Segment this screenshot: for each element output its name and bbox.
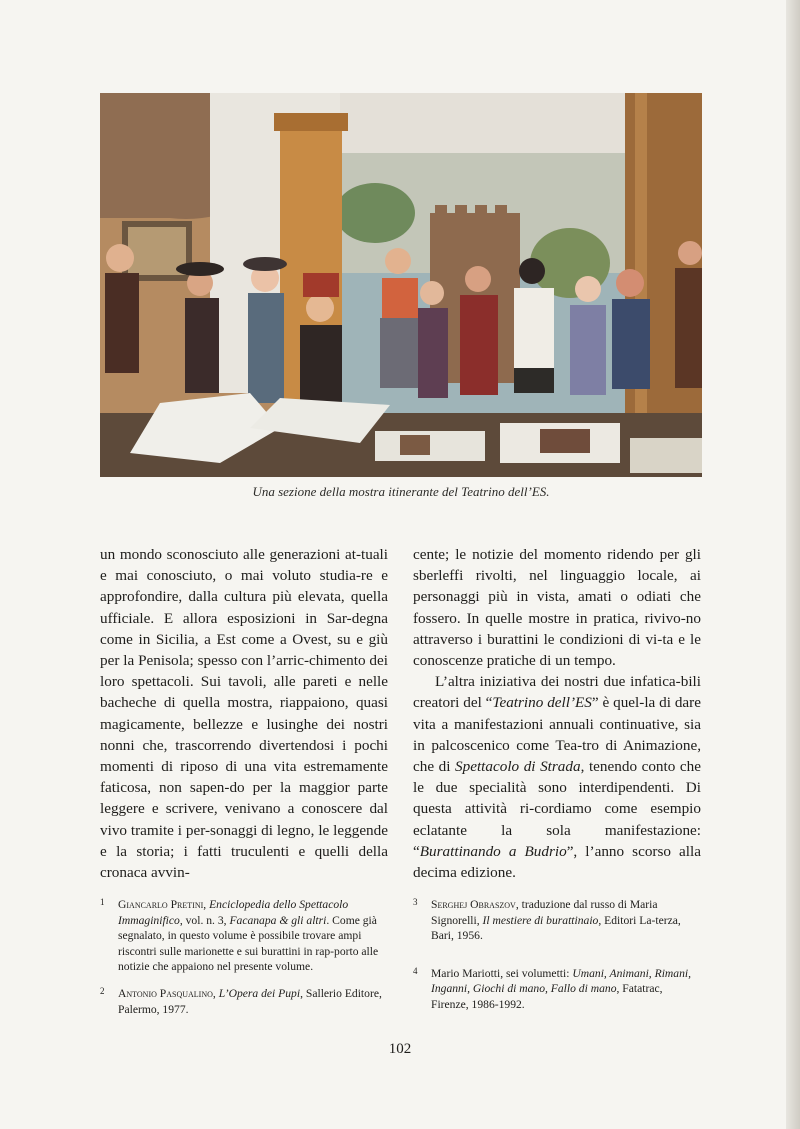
footnote-number: 1 [100, 897, 105, 907]
footnote-subtitle: Facanapa & gli altri [229, 913, 327, 927]
footnote-number: 3 [413, 897, 418, 907]
footnote-title: Umani, Animani, Rimani, Inganni, Giochi di mano, Fallo di mano [431, 966, 691, 996]
footnote-text: , Editori La-terza, Bari, 1956. [431, 913, 681, 943]
footnote-number: 4 [413, 965, 418, 976]
footnote-title: Il mestiere di burattinaio [482, 913, 599, 927]
footnote-author: Giancarlo Pretini [118, 898, 204, 911]
emphasis: Teatrino dell’ES [492, 694, 592, 712]
footnote-text: , traduzione dal russo di Maria Signorelli, [431, 898, 658, 927]
text-run: L’altra iniziativa dei nostri due infatica-bili creatori del “ [413, 673, 701, 712]
emphasis: Spettacolo di Strada [455, 758, 581, 776]
page-number: 102 [388, 1041, 412, 1057]
footnote-1: 1 Giancarlo Pretini, Enciclopedia dello Spettacolo Immaginifico, vol. n. 3, Facanapa & gli altri. Come già segnalato, in questo volume è possibile trovare ampi riscontri sulle marionette e sui burattini in rap-porto alle notizie che appaiono nel presente volume. [100, 897, 379, 974]
footnotes-left [100, 897, 390, 1028]
footnote-text: . Come già segnalato, in questo volume è possibile trovare ampi riscontri sulle marionette e sui burattini in rap-porto alle notizie che appaiono nel presente volume. [118, 913, 379, 974]
footnote-title: Enciclopedia dello Spettacolo Immaginifico [118, 898, 349, 927]
footnote-4 [413, 966, 703, 1013]
paragraph: cente; le notizie del momento ridendo per gli sberleffi rivolti, nel linguaggio locale, ai personaggi più in vista, amati o odiati che fossero. In quelle mostre in pratica, rivivo-no attraverso i burattini le condizioni di vi-ta e le conoscenze pratiche di un tempo. [413, 546, 701, 670]
paragraph: un mondo sconosciuto alle generazioni at-tuali e mai conosciuto, o mai voluto studia-re e approfondire, dalla cultura più elevata, quella ufficiale. E allora esposizioni in Sar-degna come in Sicilia, a Est come a Ovest, su e giù per la Penisola; spesso con l’arric-chimento dei loro spettacoli. Sui tavoli, alle pareti e nelle bacheche di quella mostra, riappaiono, quasi magicamente, bellezze e lusinghe dei nostri nonni che, trascorrendo divertendosi i pochi momenti di riposo di una vita estremamente faticosa, non sapen-do per la maggior parte leggere e scrivere, venivano a conoscere dal vivo tramite i per-sonaggi di legno, le leggende e la storia; i fatti truculenti e quelli della cronaca avvin- [100, 546, 388, 882]
text-run: ”, l’anno scorso alla decima edizione. [413, 842, 701, 882]
footnote-text: , Sallerio Editore, Palermo, 1977. [118, 986, 382, 1016]
footnotes-right [413, 897, 703, 1024]
exhibition-photo [100, 93, 702, 477]
footnote-3 [413, 897, 703, 944]
footnote-number: 2 [100, 985, 105, 996]
body-column-right [413, 544, 701, 883]
page-edge [786, 0, 800, 1129]
emphasis: Burattinando a Budrio [419, 842, 567, 860]
paragraph [413, 671, 701, 883]
footnote-text: , Fatatrac, Firenze, 1986-1992. [431, 982, 663, 1011]
footnote-text: Mario Mariotti, sei volumetti: [431, 966, 573, 980]
footnote-text: , vol. n. 3, [179, 913, 230, 927]
body-column-left [100, 544, 388, 883]
footnote-author: Serghej Obraszov [431, 898, 516, 911]
footnote-2: 2 Antonio Pasqualino, L’Opera dei Pupi, Sallerio Editore, Palermo, 1977. [100, 985, 382, 1016]
footnote-author: Antonio Pasqualino [118, 986, 213, 1000]
text-run: , tenendo conto che le due specialità sono interdipendenti. Di questa attività ri-cordiamo come esempio eclatante la sola manifestazione: “ [413, 758, 701, 860]
photo-caption: Una sezione della mostra itinerante del Teatrino dell’ES. [252, 484, 550, 499]
footnote-title: L’Opera dei Pupi [218, 986, 301, 1000]
text-run: ” è quel-la di dare vita a manifestazioni annuali continuative, sia in palcoscenico come Tea-tro di Animazione, che di [413, 694, 701, 776]
